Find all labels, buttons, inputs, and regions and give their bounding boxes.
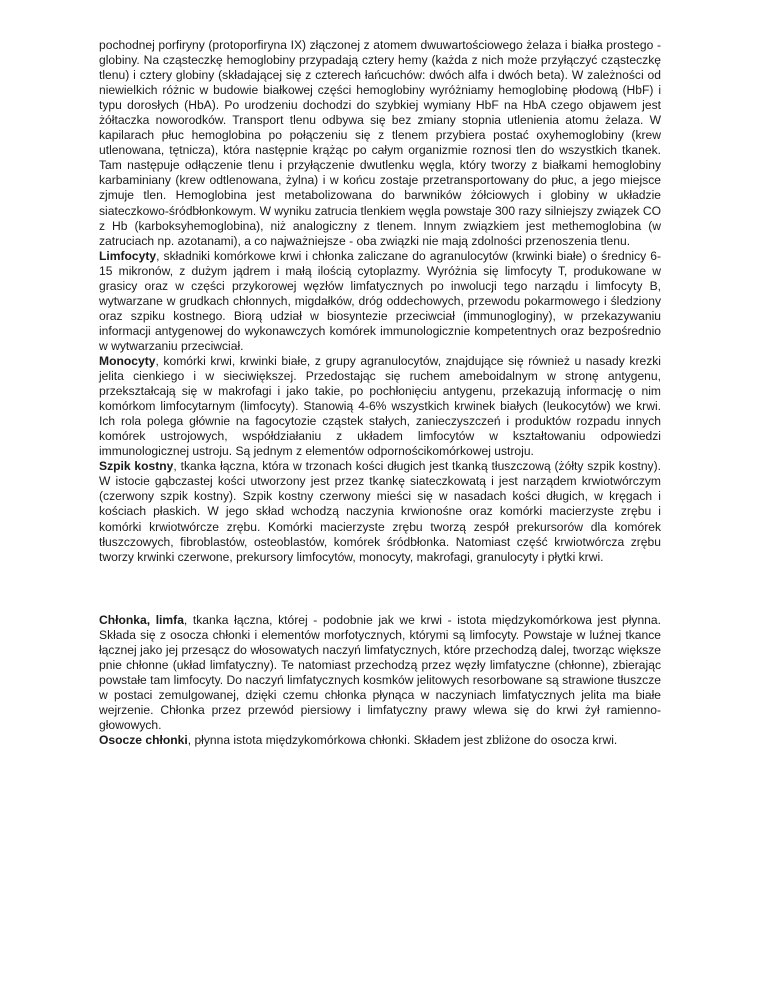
- term-heading: Chłonka, limfa: [99, 612, 184, 627]
- section-spacer: [99, 565, 661, 613]
- paragraph-text: , tkanka łączna, która w trzonach kości długich jest tkanką tłuszczową (żółty szpik kostny). W istocie gąbczastej kości utworzony jest przez tkankę siateczkowatą i jest narządem krwiotwórczym (czerwony szpik kostny). Szpik kostny czerwony mieści się w nasadach kości długich, w kręgach i kościach płaskich. W jego skład wchodzą naczynia krwionośne oraz komórki macierzyste zrębu i komórki krwiotwórcze zrębu. Komórki macierzyste zrębu tworzą zespół prekursorów dla komórek tłuszczowych, fibroblastów, osteoblastów, komórek śródbłonka. Natomiast część krwiotwórcza zrębu tworzy krwinki czerwone, prekursory limfocytów, monocyty, makrofagi, granulocyty i płytki krwi.: [99, 459, 661, 564]
- document-page: [99, 38, 661, 748]
- paragraph-osocze-chlonki: [99, 733, 661, 748]
- paragraph-hemoglobina: [99, 38, 661, 249]
- paragraph-chlonka: [99, 613, 661, 733]
- paragraph-monocyty: [99, 354, 661, 459]
- term-heading: Monocyty: [99, 353, 156, 368]
- term-heading: Limfocyty: [99, 248, 157, 263]
- paragraph-szpik-kostny: [99, 459, 661, 564]
- paragraph-text: , komórki krwi, krwinki białe, z grupy agranulocytów, znajdujące się również u nasady krezki jelita cienkiego i w sieciwiększej. Przedostając się ruchem ameboidalnym w stronę antygenu, przekształcają się w makrofagi i jako takie, po pochłonięciu antygenu, przekazują informację o nim komórkom limfocytarnym (limfocyty). Stanowią 4-6% wszystkich krwinek białych (leukocytów) we krwi. Ich rola polega głównie na fagocytozie cząstek stałych, zanieczyszczeń i produktów rozpadu innych komórek ustrojowych, współdziałaniu z układem limfocytów w kształtowaniu odpowiedzi immunologicznej ustroju. Są jednym z elementów odpornościkomórkowej ustroju.: [99, 353, 661, 459]
- term-heading: Szpik kostny: [99, 459, 174, 474]
- paragraph-text: , płynna istota międzykomórkowa chłonki. Składem jest zbliżone do osocza krwi.: [187, 733, 618, 748]
- term-heading: Osocze chłonki: [99, 733, 188, 748]
- paragraph-text: , tkanka łączna, której - podobnie jak we krwi - istota międzykomórkowa jest płynna. Składa się z osocza chłonki i elementów morfotycznych, którymi są limfocyty. Powstaje w luźnej tkance łącznej jako jej przesącz do włosowatych naczyń limfatycznych, które przechodzą dalej, tworząc większe pnie chłonne (układ limfatyczny). Te natomiast przechodzą przez węzły limfatyczne (chłonne), zbierając powstałe tam limfocyty. Do naczyń limfatycznych kosmków jelitowych resorbowane są strawione tłuszcze w postaci zemulgowanej, dzięki czemu chłonka płynąca w naczyniach limfatycznych jelita ma białe wejrzenie. Chłonka przez przewód piersiowy i limfatyczny prawy wlewa się do krwi żył ramienno-głowowych.: [99, 612, 661, 732]
- paragraph-text: pochodnej porfiryny (protoporfiryna IX) złączonej z atomem dwuwartościowego żelaza i białka prostego - globiny. Na cząsteczkę hemoglobiny przypadają cztery hemy (każda z nich może przyłączyć cząsteczkę tlenu) i cztery globiny (składającej się z czterech łańcuchów: dwóch alfa i dwóch beta). W zależności od niewielkich różnic w budowie białkowej części hemoglobiny wyróżniamy hemoglobinę płodową (HbF) i typu dorosłych (HbA). Po urodzeniu dochodzi do szybkiej wymiany HbF na HbA czego objawem jest żółtaczka noworodków. Transport tlenu odbywa się bez zmiany stopnia utlenienia atomu żelaza. W kapilarach płuc hemoglobina po połączeniu się z tlenem przybiera postać oxyhemoglobiny (krew utlenowana, tętnicza), która następnie krążąc po całym organizmie roznosi tlen do wszystkich tkanek. Tam następuje odłączenie tlenu i przyłączenie dwutlenku węgla, który tworzy z białkami hemoglobiny karbaminiany (krew odtlenowana, żylna) i w końcu zostaje przetransportowany do płuc, a jego miejsce zjmuje tlen. Hemoglobina jest metabolizowana do barwników żółciowych i globiny w układzie siateczkowo-śródbłonkowym. W wyniku zatrucia tlenkiem węgla powstaje 300 razy silniejszy związek CO z Hb (karboksyhemoglobina), niż analogiczny z tlenem. Innym związkiem jest methemoglobina (w zatruciach np. azotanami), a co najważniejsze - oba związki nie mają zdolności przenoszenia tlenu.: [99, 38, 661, 248]
- paragraph-limfocyty: [99, 249, 661, 354]
- paragraph-text: , składniki komórkowe krwi i chłonka zaliczane do agranulocytów (krwinki białe) o średnicy 6-15 mikronów, z dużym jądrem i małą ilością cytoplazmy. Wyróżnia się limfocyty T, produkowane w grasicy oraz w części przykorowej węzłów limfatycznych po inwolucji tego narządu i limfocyty B, wytwarzane w grudkach chłonnych, migdałków, dróg oddechowych, przewodu pokarmowego i śledziony oraz szpiku kostnego. Biorą udział w biosyntezie przeciwciał (immunogloginy), w przekazywaniu informacji antygenowej do wykonawczych komórek immunologicznie kompetentnych oraz bezpośrednio w wytwarzaniu przeciwciał.: [99, 248, 661, 353]
